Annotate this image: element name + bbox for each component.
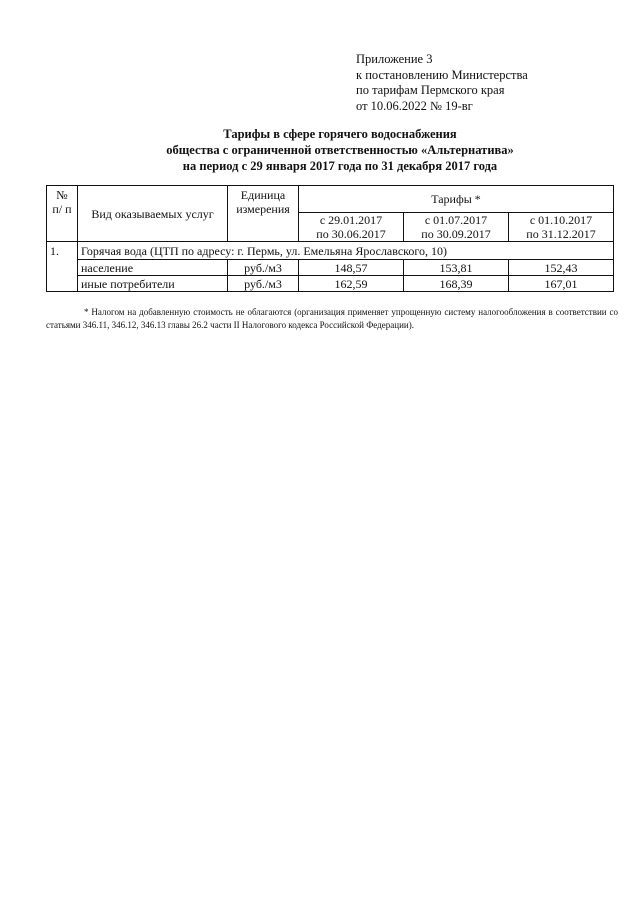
period-from: с 29.01.2017 bbox=[319, 213, 383, 227]
period-header bbox=[509, 213, 614, 242]
appendix-line: Приложение 3 bbox=[356, 52, 433, 66]
document-title bbox=[60, 126, 620, 174]
period-to: по 31.12.2017 bbox=[526, 227, 596, 241]
group-num: 1. bbox=[47, 242, 78, 292]
row-unit: руб./м3 bbox=[228, 276, 299, 292]
row-value: 153,81 bbox=[404, 260, 509, 276]
period-to: по 30.09.2017 bbox=[421, 227, 491, 241]
table-row bbox=[47, 276, 614, 292]
group-row bbox=[47, 242, 614, 260]
header-num: № п/ п bbox=[47, 186, 78, 242]
footnote-text: * Налогом на добавленную стоимость не облагаются (организация применяет упрощенную систему налогообложения в соответствии со статьями 346.11, 346.12, 346.13 главы 26.2 части II Налогового кодекса Российской Федерации). bbox=[46, 307, 618, 330]
header-service: Вид оказываемых услуг bbox=[78, 186, 228, 242]
row-value: 168,39 bbox=[404, 276, 509, 292]
title-line: Тарифы в сфере горячего водоснабжения bbox=[223, 127, 457, 141]
footnote bbox=[46, 306, 618, 331]
period-header bbox=[299, 213, 404, 242]
appendix-line: от 10.06.2022 № 19-вг bbox=[356, 98, 473, 113]
tariffs-table bbox=[46, 185, 614, 292]
row-value: 167,01 bbox=[509, 276, 614, 292]
appendix-header bbox=[356, 52, 528, 114]
row-value: 148,57 bbox=[299, 260, 404, 276]
title-line: общества с ограниченной ответственностью «Альтернатива» bbox=[166, 143, 514, 157]
row-unit: руб./м3 bbox=[228, 260, 299, 276]
period-to: по 30.06.2017 bbox=[316, 227, 386, 241]
header-unit: Единица измерения bbox=[228, 186, 299, 242]
period-header bbox=[404, 213, 509, 242]
appendix-line: по тарифам Пермского края bbox=[356, 83, 505, 97]
row-label: иные потребители bbox=[78, 276, 228, 292]
appendix-line: к постановлению Министерства bbox=[356, 67, 528, 82]
row-value: 152,43 bbox=[509, 260, 614, 276]
period-from: с 01.07.2017 bbox=[424, 213, 488, 227]
row-label: население bbox=[78, 260, 228, 276]
row-value: 162,59 bbox=[299, 276, 404, 292]
period-from: с 01.10.2017 bbox=[529, 213, 593, 227]
header-tariffs: Тарифы * bbox=[299, 186, 614, 213]
title-line: на период с 29 января 2017 года по 31 декабря 2017 года bbox=[182, 159, 498, 173]
group-label: Горячая вода (ЦТП по адресу: г. Пермь, ул. Емельяна Ярославского, 10) bbox=[78, 242, 614, 260]
table-row bbox=[47, 260, 614, 276]
